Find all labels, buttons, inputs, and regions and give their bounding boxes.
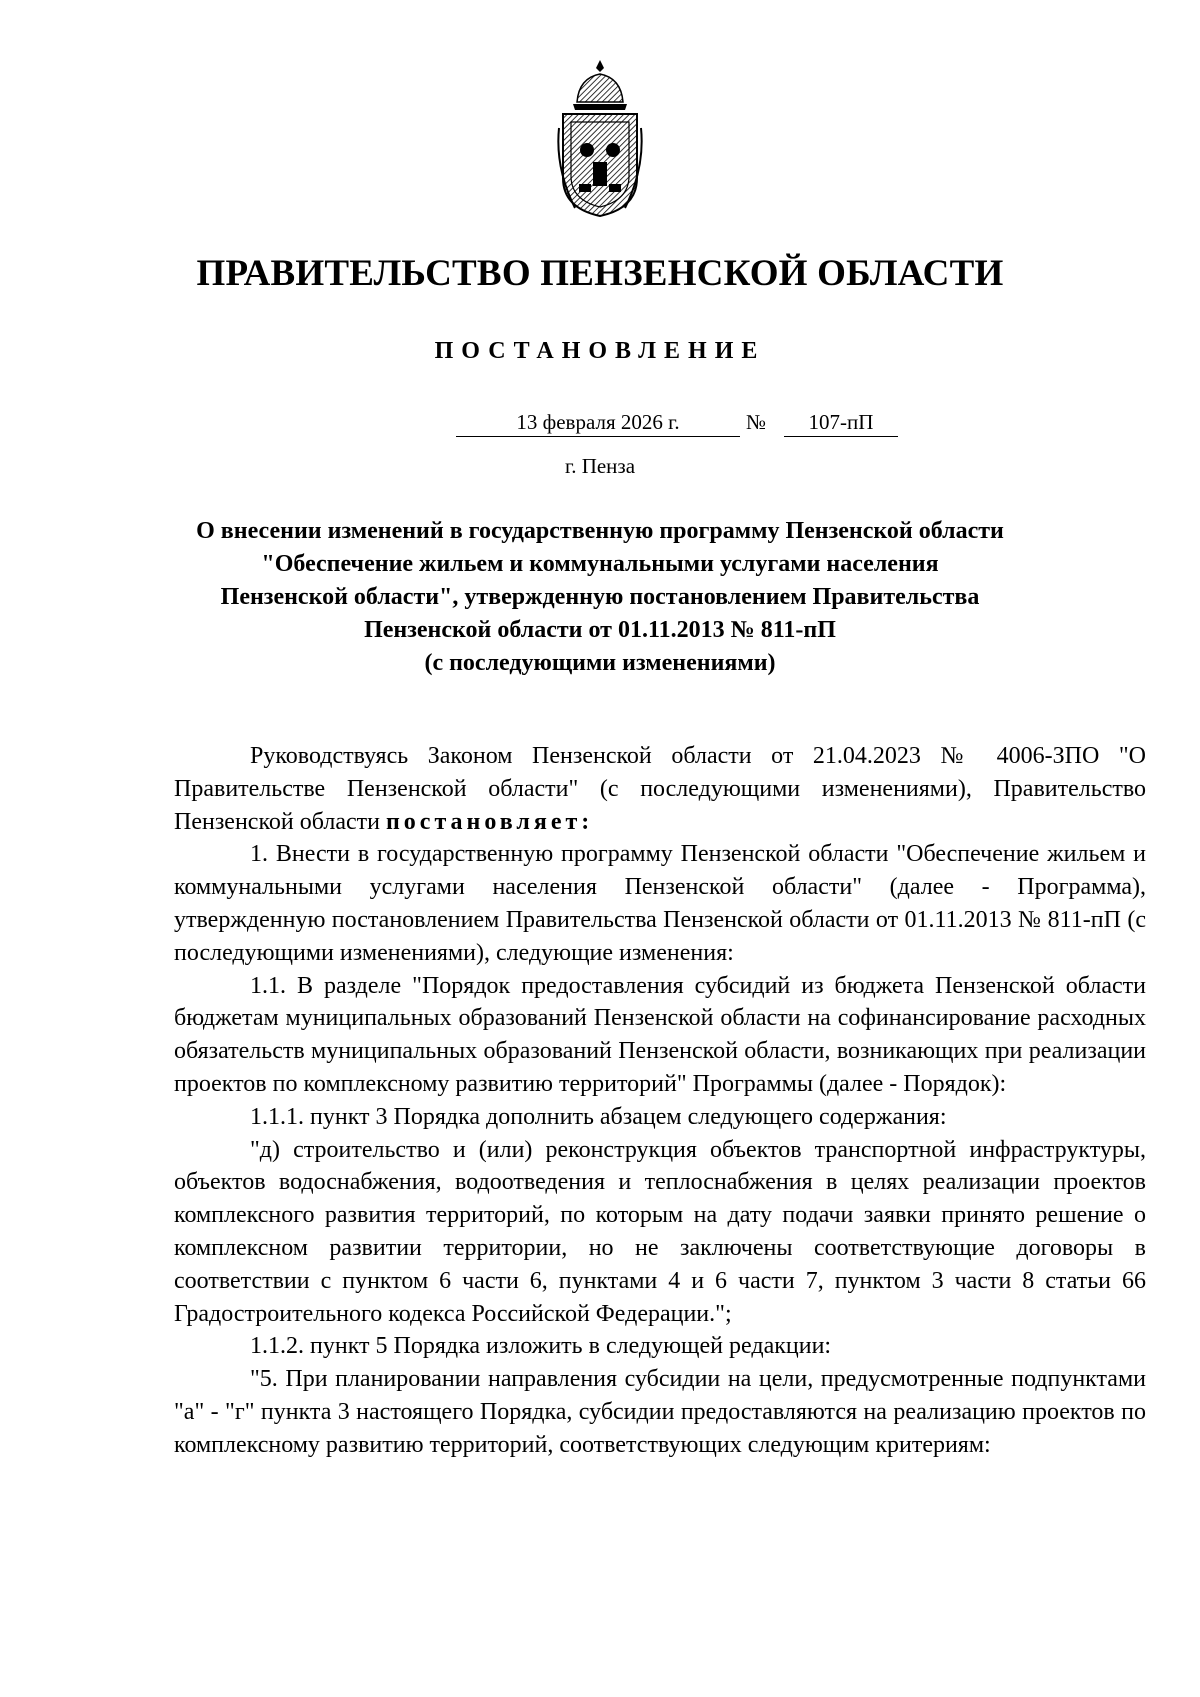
resolves-word: постановляет: — [385, 808, 594, 835]
heading-line: О внесении изменений в государственную программу Пензенской области — [196, 518, 1004, 544]
document-body — [174, 740, 1146, 1462]
document-heading — [160, 515, 1040, 680]
paragraph-1-1-1: 1.1.1. пункт 3 Порядка дополнить абзацем следующего содержания: — [250, 1103, 947, 1130]
paragraph-5: "5. При планировании направления субсидии на цели, предусмотренные подпунктами "а" - "г" пункта 3 настоящего Порядка, субсидии предоставляются на реализацию проектов по комплексному развитию территорий, соответствующих следующим критериям: — [174, 1366, 1146, 1458]
paragraph-d: "д) строительство и (или) реконструкция объектов транспортной инфраструктуры, объектов водоснабжения, водоотведения и теплоснабжения в целях реализации проектов комплексного развития территорий, по которым на дату подачи заявки принято решение о комплексном развитии территории, но не заключены соответствующие договоры в соответствии с пунктом 6 части 6, пунктами 4 и 6 части 7, пунктом 3 части 8 статьи 66 Градостроительного кодекса Российской Федерации."; — [174, 1136, 1146, 1327]
paragraph-intro — [174, 740, 1146, 838]
heading-line: Пензенской области от 01.11.2013 № 811-пП — [364, 617, 836, 643]
date-number-line — [0, 410, 1200, 442]
intro-text: Руководствуясь Законом Пензенской области от 21.04.2023 № 4006-ЗПО "О Правительстве Пензенской области" (с последующими изменениями), Правительство Пензенской области — [174, 743, 1146, 835]
paragraph-1-1: 1.1. В разделе "Порядок предоставления субсидий из бюджета Пензенской области бюджетам муниципальных образований Пензенской области на софинансирование расходных обязательств муниципальных образований Пензенской области, возникающих при реализации проектов по комплексному развитию территорий" Программы (далее - Порядок): — [174, 972, 1146, 1097]
heading-line: (с последующими изменениями) — [424, 650, 776, 676]
government-title: ПРАВИТЕЛЬСТВО ПЕНЗЕНСКОЙ ОБЛАСТИ — [196, 253, 1004, 294]
paragraph-1-1-2: 1.1.2. пункт 5 Порядка изложить в следующей редакции: — [250, 1333, 832, 1360]
document-type: ПОСТАНОВЛЕНИЕ — [434, 338, 766, 364]
document-date: 13 февраля 2026 г. — [456, 410, 740, 437]
paragraph-1: 1. Внести в государственную программу Пензенской области "Обеспечение жильем и коммунальными услугами населения Пензенской области" (далее - Программа), утвержденную постановлением Правительства Пензенской области от 01.11.2013 № 811-пП (с последующими изменениями), следующие изменения: — [174, 841, 1146, 966]
city: г. Пенза — [564, 454, 636, 478]
heading-line: Пензенской области", утвержденную постановлением Правительства — [220, 584, 980, 610]
coat-of-arms-icon — [555, 58, 645, 218]
number-sign: № — [746, 410, 767, 434]
document-number: 107-пП — [784, 410, 898, 437]
heading-line: "Обеспечение жильем и коммунальными услугами населения — [261, 551, 939, 577]
